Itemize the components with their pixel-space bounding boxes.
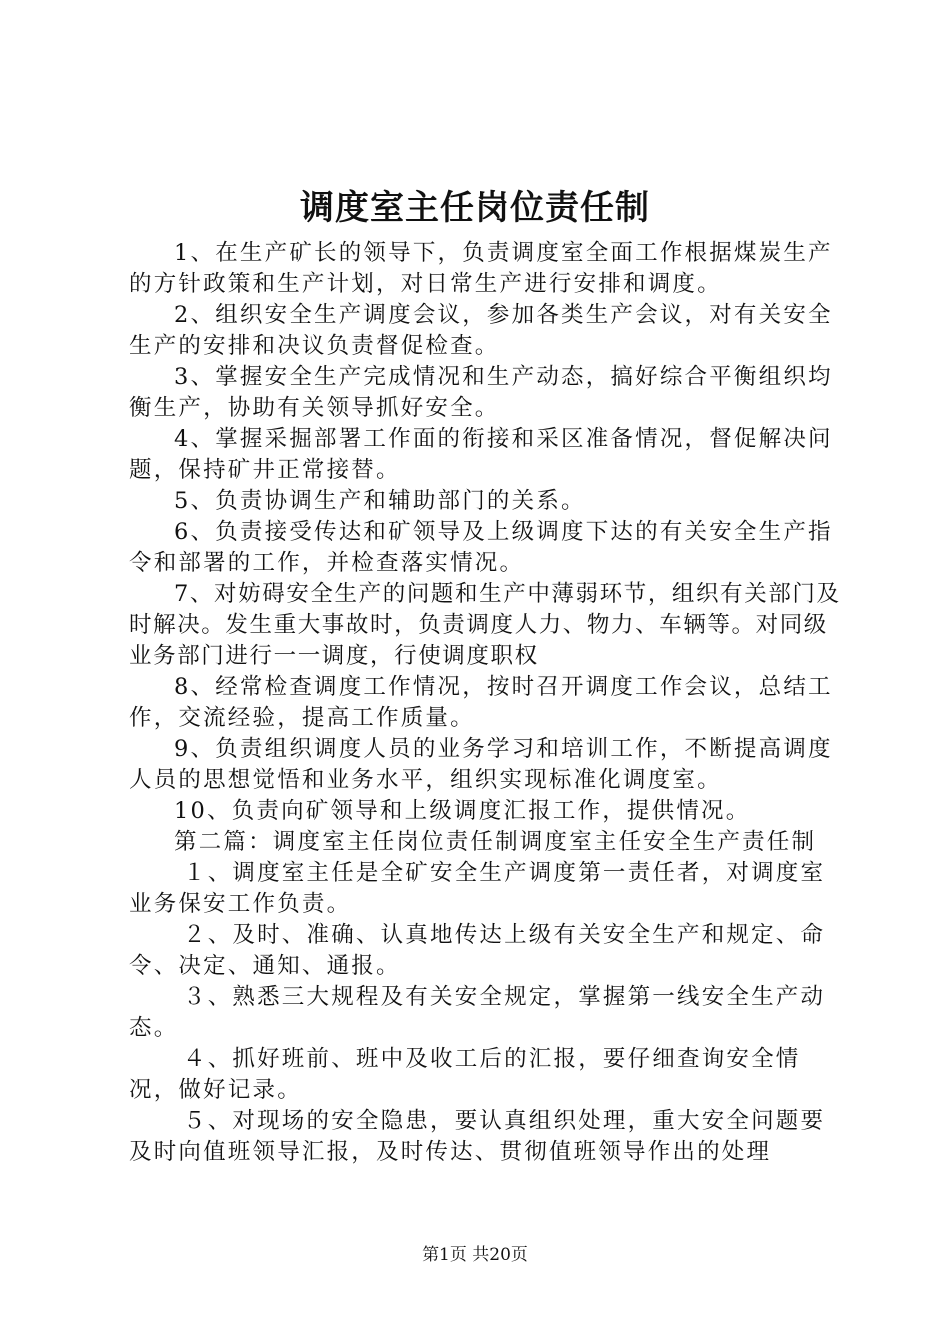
section-2-item-3: ３、熟悉三大规程及有关安全规定，掌握第一线安全生产动态。 <box>129 984 826 1041</box>
paragraph-6: 6、负责接受传达和矿领导及上级调度下达的有关安全生产指令和部署的工作，并检查落实情况。 <box>129 519 833 576</box>
paragraph-3: 3、掌握安全生产完成情况和生产动态，搞好综合平衡组织均衡生产，协助有关领导抓好安全。 <box>129 364 833 421</box>
section-2-item-4: ４、抓好班前、班中及收工后的汇报，要仔细查询安全情况，做好记录。 <box>129 1046 801 1103</box>
paragraph-5: 5、负责协调生产和辅助部门的关系。 <box>174 488 586 514</box>
section-2-item-2: ２、及时、准确、认真地传达上级有关安全生产和规定、命令、决定、通知、通报。 <box>129 922 826 979</box>
paragraph-7: 7、对妨碍安全生产的问题和生产中薄弱环节，组织有关部门及时解决。发生重大事故时，负责调度人力、物力、车辆等。对同级业务部门进行一一调度，行使调度职权 <box>129 581 841 669</box>
paragraph-9: 9、负责组织调度人员的业务学习和培训工作，不断提高调度人员的思想觉悟和业务水平，组织实现标准化调度室。 <box>129 736 833 793</box>
paragraph-4: 4、掌握采掘部署工作面的衔接和采区准备情况，督促解决问题，保持矿井正常接替。 <box>129 426 833 483</box>
paragraph-1: 1、在生产矿长的领导下，负责调度室全面工作根据煤炭生产的方针政策和生产计划，对日常生产进行安排和调度。 <box>129 240 833 297</box>
paragraph-10: 10、负责向矿领导和上级调度汇报工作，提供情况。 <box>174 798 751 824</box>
page-footer: 第1页 共20页 <box>422 1245 528 1265</box>
document-body <box>129 238 849 1168</box>
section-2-item-5: ５、对现场的安全隐患，要认真组织处理，重大安全问题要及时向值班领导汇报，及时传达、贯彻值班领导作出的处理 <box>129 1108 826 1165</box>
paragraph-2: 2、组织安全生产调度会议，参加各类生产会议，对有关安全生产的安排和决议负责督促检查。 <box>129 302 833 359</box>
section-2-item-1: １、调度室主任是全矿安全生产调度第一责任者，对调度室业务保安工作负责。 <box>129 860 826 917</box>
section-2-heading: 第二篇：调度室主任岗位责任制调度室主任安全生产责任制 <box>174 829 817 855</box>
paragraph-8: 8、经常检查调度工作情况，按时召开调度工作会议，总结工作，交流经验，提高工作质量。 <box>129 674 833 731</box>
document-title: 调度室主任岗位责任制 <box>300 188 650 228</box>
